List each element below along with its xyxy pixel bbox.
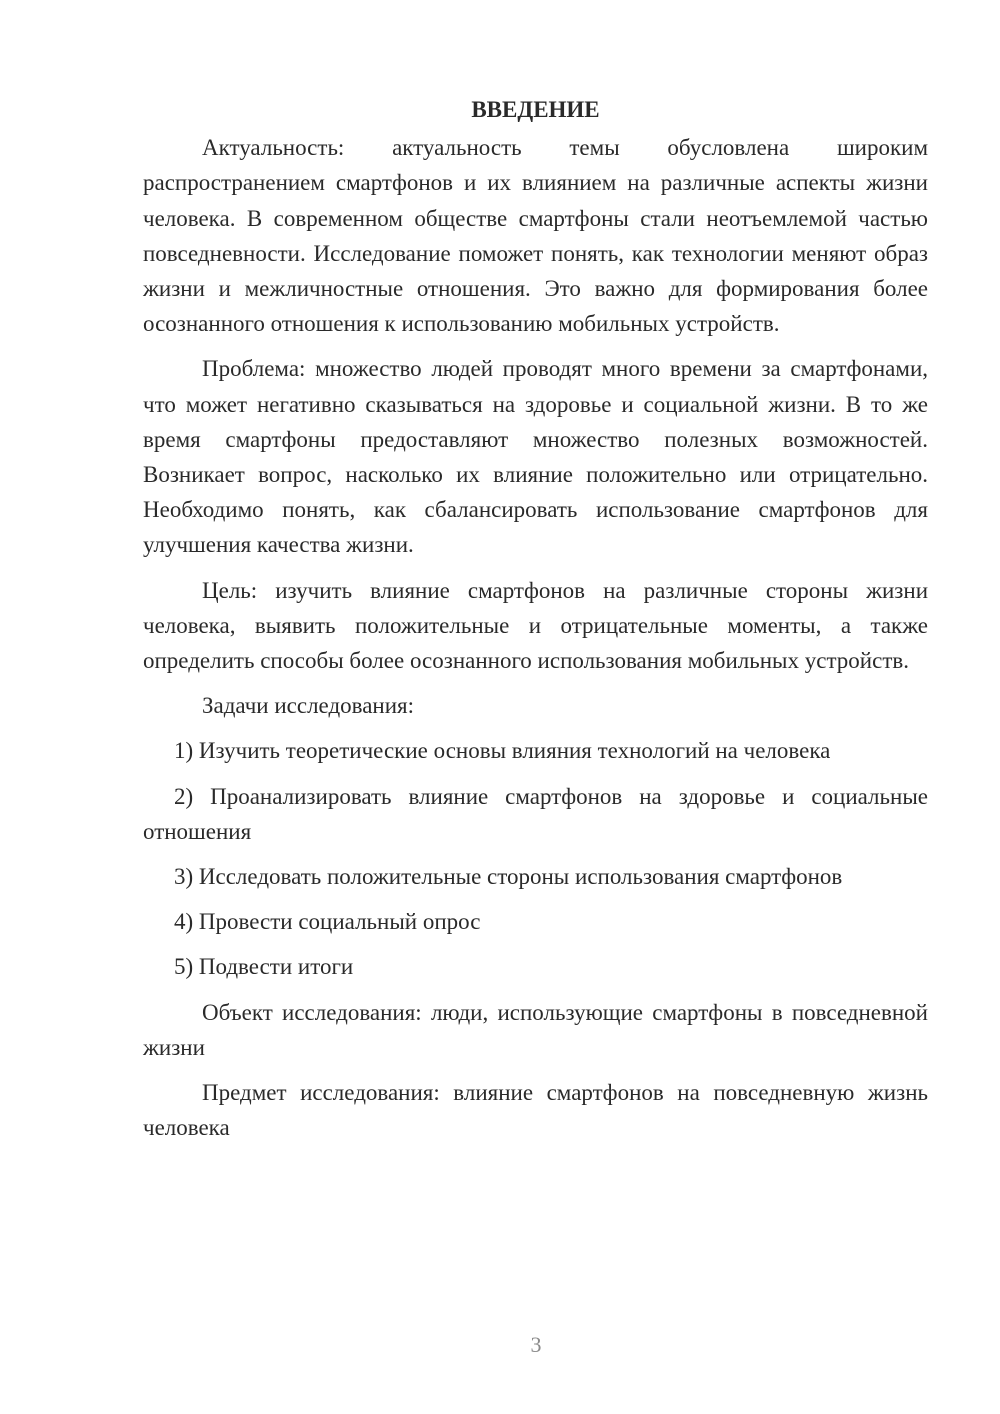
tasks-label: Задачи исследования:	[202, 693, 415, 719]
relevance-paragraph: Актуальность: актуальность темы обусловлена широким распространением смартфонов и их влиянием на различные аспекты жизни человека. В современном обществе смартфоны стали неотъемлемой частью повседневности. Исследование поможет понять, как технологии меняют образ жизни и межличностные отношения. Это важно для формирования более осознанного отношения к использованию мобильных устройств.	[143, 135, 928, 337]
research-subject-paragraph: Предмет исследования: влияние смартфонов на повседневную жизнь человека	[143, 1080, 928, 1141]
task-item: 1) Изучить теоретические основы влияния технологий на человека	[174, 738, 831, 764]
page-number: 3	[530, 1332, 542, 1357]
page-content	[143, 92, 928, 1145]
goal-paragraph: Цель: изучить влияние смартфонов на различные стороны жизни человека, выявить положительные и отрицательные моменты, а также определить способы более осознанного использования мобильных устройств.	[143, 577, 928, 674]
task-item: 4) Провести социальный опрос	[174, 909, 481, 935]
problem-paragraph: Проблема: множество людей проводят много времени за смартфонами, что может негативно сказываться на здоровье и социальной жизни. В то же время смартфоны предоставляют множество полезных возможностей. Возникает вопрос, насколько их влияние положительно или отрицательно. Необходимо понять, как сбалансировать использование смартфонов для улучшения качества жизни.	[143, 356, 928, 558]
research-object-paragraph: Объект исследования: люди, использующие смартфоны в повседневной жизни	[143, 999, 928, 1060]
tasks-list	[143, 733, 928, 984]
task-item: 3) Исследовать положительные стороны использования смартфонов	[174, 864, 843, 890]
task-item: 2) Проанализировать влияние смартфонов на здоровье и социальные отношения	[143, 783, 928, 844]
task-item: 5) Подвести итоги	[174, 954, 354, 980]
section-heading: ВВЕДЕНИЕ	[471, 97, 600, 122]
